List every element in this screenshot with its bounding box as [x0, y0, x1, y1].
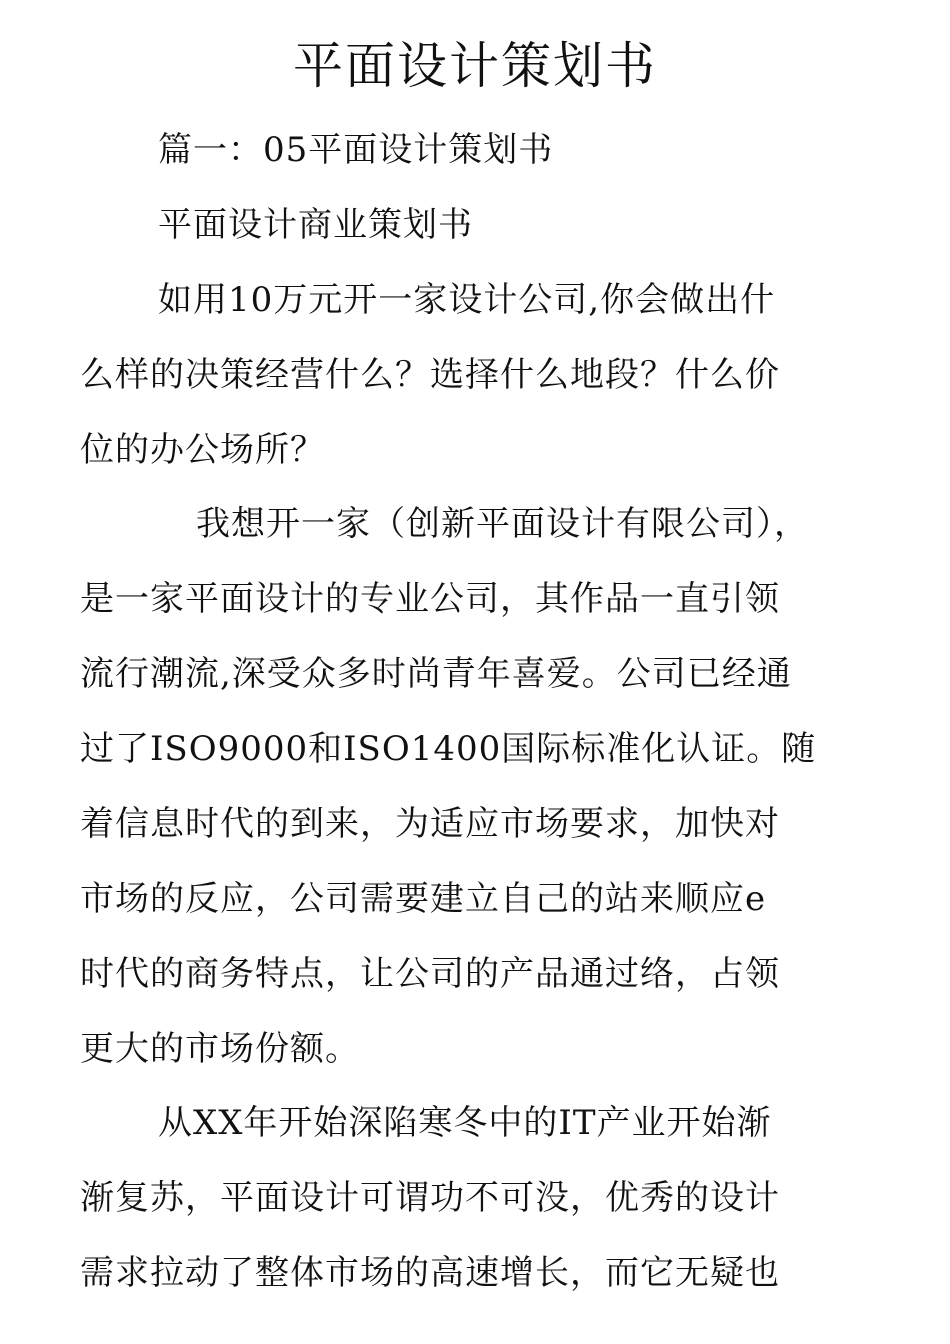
paragraph-line: 从XX年开始深陷寒冬中的IT产业开始渐 [158, 1103, 772, 1143]
heading-business-plan: 平面设计商业策划书 [158, 205, 473, 245]
document-title: 平面设计策划书 [293, 37, 657, 95]
paragraph-line: 是一家平面设计的专业公司，其作品一直引领 [80, 579, 780, 619]
paragraph-line: 位的办公场所？ [80, 430, 325, 470]
paragraph-line: 流行潮流,深受众多时尚青年喜爱。公司已经通 [80, 654, 792, 694]
paragraph-line: 我想开一家（创新平面设计有限公司）， [196, 504, 809, 544]
heading-part-one: 篇一：05平面设计策划书 [158, 130, 554, 170]
paragraph-line: 需求拉动了整体市场的高速增长，而它无疑也 [80, 1253, 780, 1293]
paragraph-line: 过了ISO9000和ISO1400国际标准化认证。随 [80, 729, 817, 769]
paragraph-line: 渐复苏，平面设计可谓功不可没，优秀的设计 [80, 1178, 780, 1218]
paragraph-line: 市场的反应，公司需要建立自己的站来顺应e [80, 879, 767, 919]
paragraph-line: 时代的商务特点，让公司的产品通过络，占领 [80, 954, 780, 994]
paragraph-line: 么样的决策经营什么？选择什么地段？什么价 [80, 355, 780, 395]
paragraph-line: 更大的市场份额。 [80, 1029, 360, 1069]
paragraph-line: 如用10万元开一家设计公司,你会做出什 [158, 280, 776, 320]
paragraph-line: 着信息时代的到来，为适应市场要求，加快对 [80, 804, 780, 844]
